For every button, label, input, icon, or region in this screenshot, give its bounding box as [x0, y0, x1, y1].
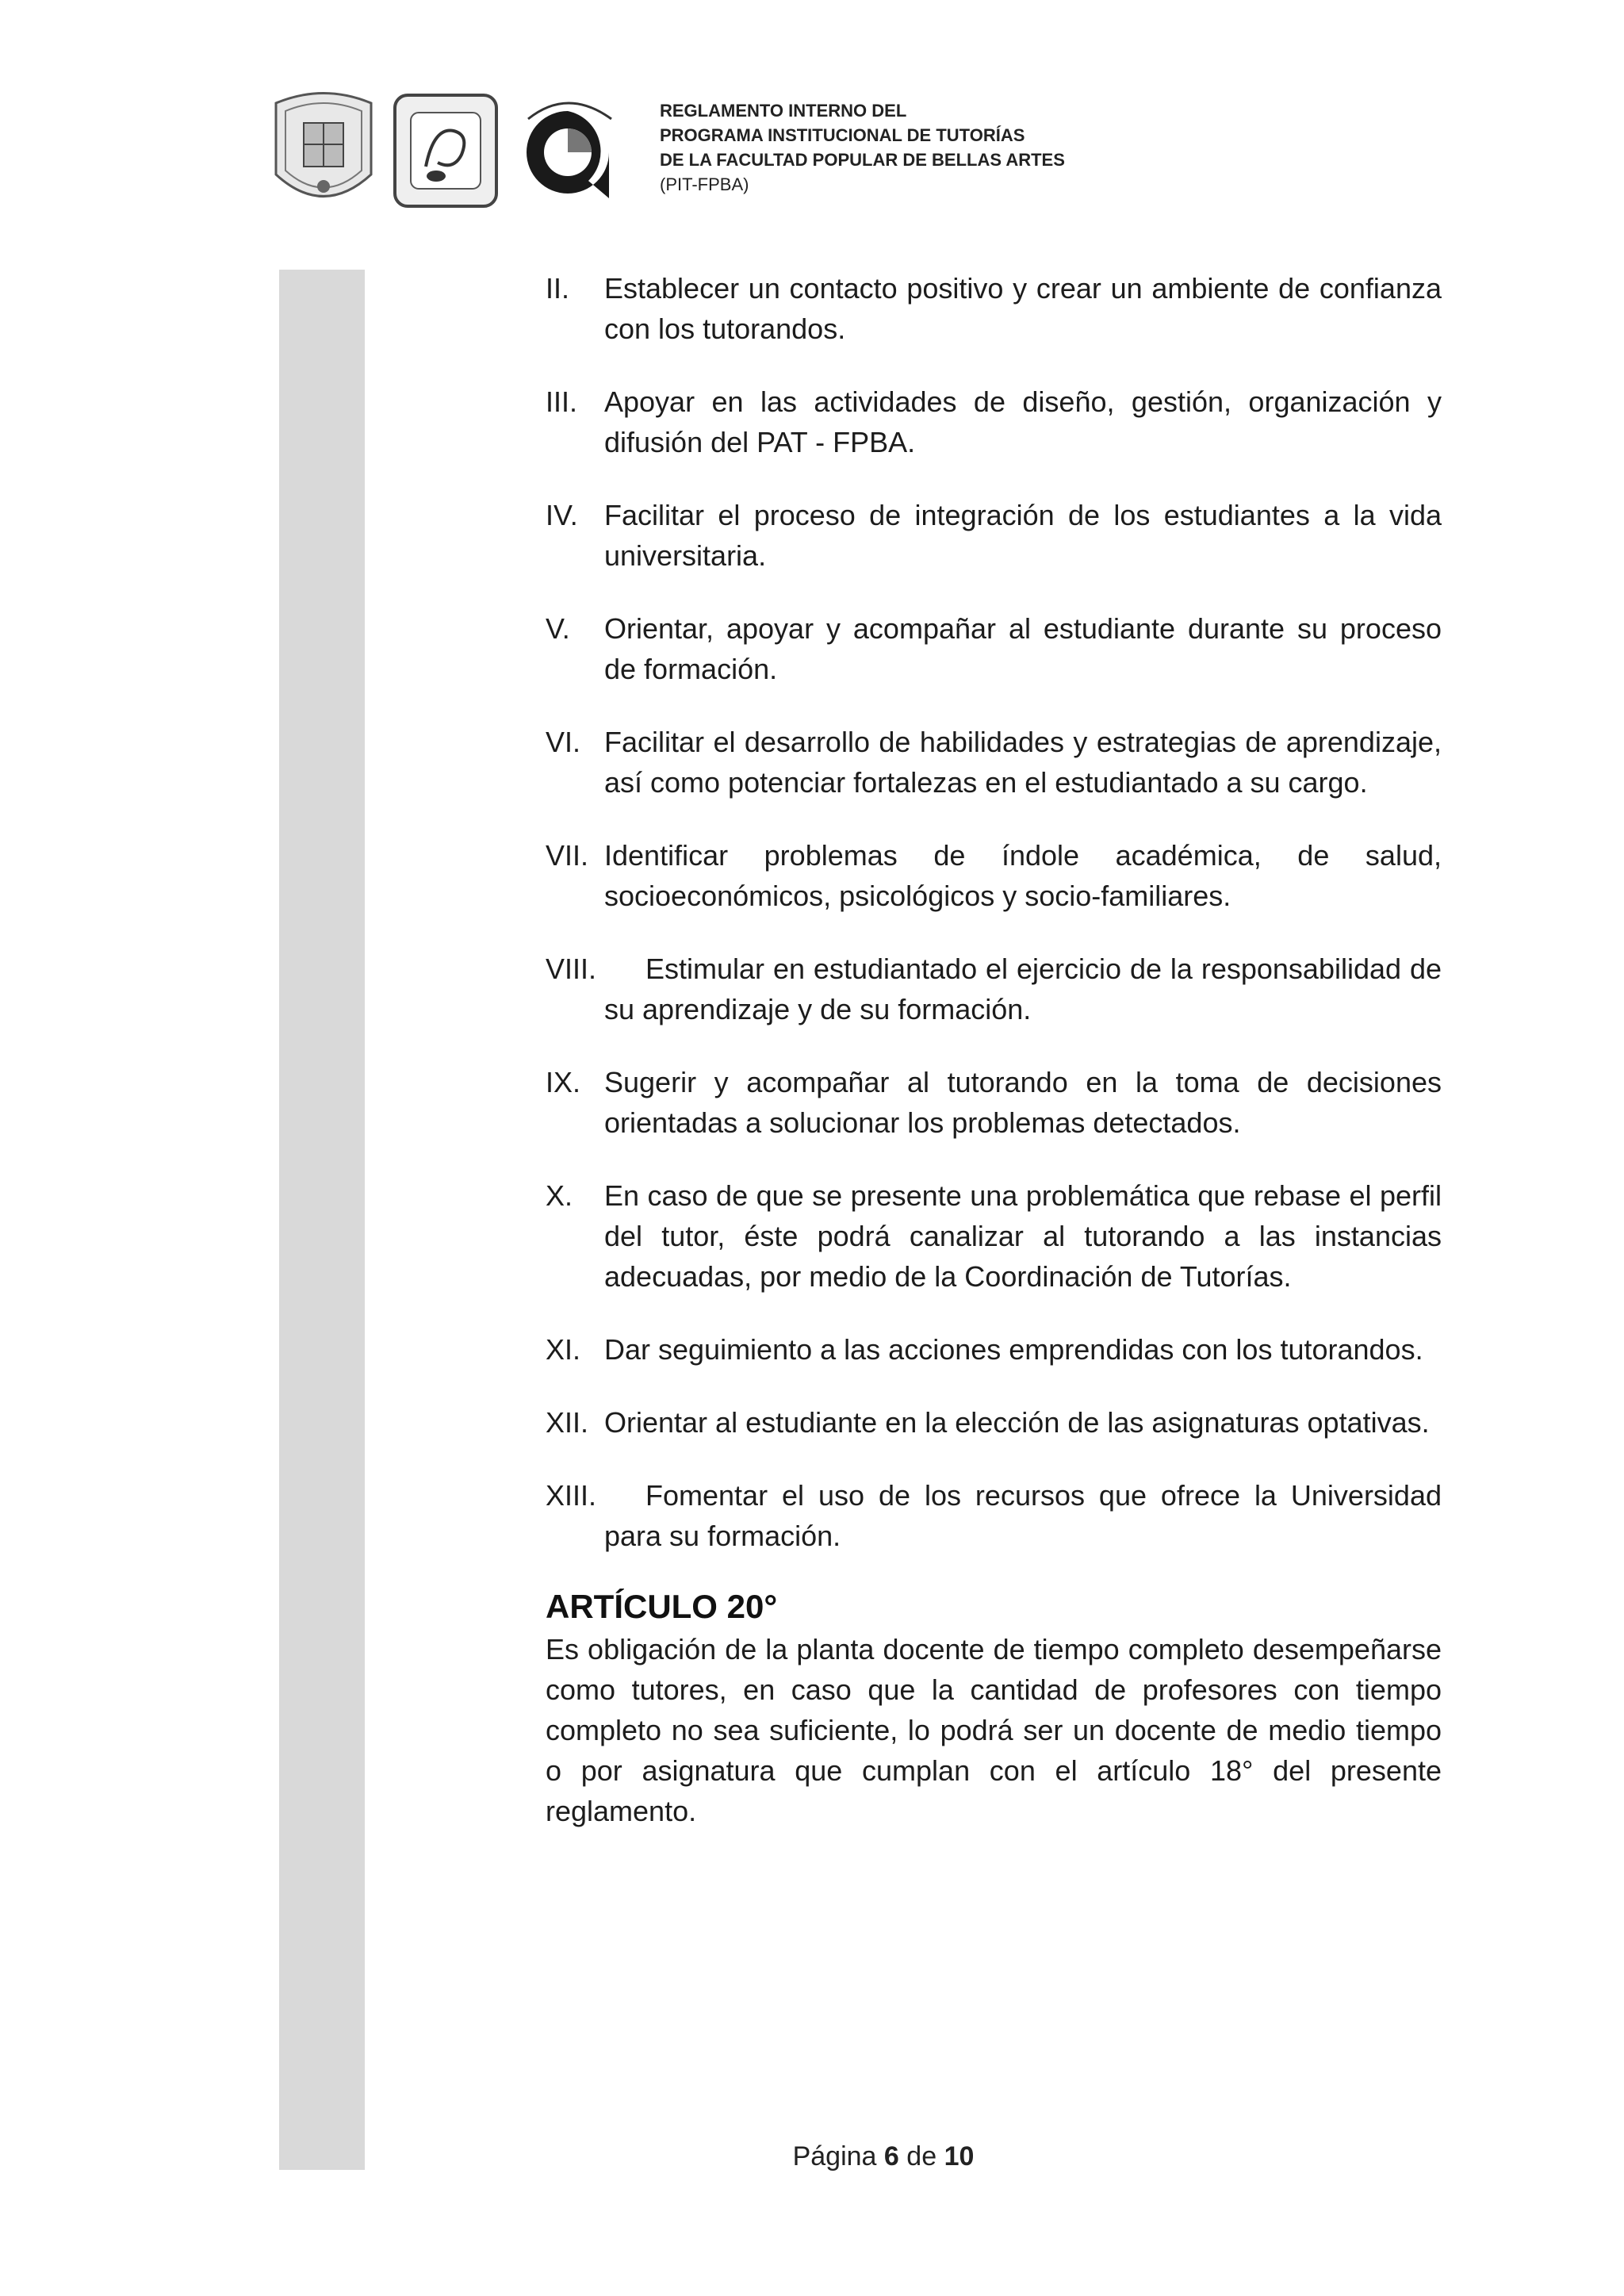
item-number: III. — [546, 385, 578, 418]
list-item — [546, 495, 1442, 576]
item-number: XII. — [546, 1406, 589, 1439]
list-item — [546, 722, 1442, 803]
list-item — [546, 1402, 1442, 1443]
page-header — [0, 0, 1624, 230]
current-page-number: 6 — [883, 2141, 899, 2171]
list-item — [546, 1062, 1442, 1143]
item-text: Sugerir y acompañar al tutorando en la toma de decisiones orientadas a solucionar los problemas detectados. — [604, 1066, 1442, 1139]
list-item — [546, 835, 1442, 916]
item-text: Orientar, apoyar y acompañar al estudiante durante su proceso de formación. — [604, 612, 1442, 685]
page-footer — [0, 2141, 1624, 2172]
header-line-4: (PIT-FPBA) — [660, 174, 749, 194]
item-number: XIII. — [546, 1479, 597, 1512]
facultad-popular-bellas-artes-logo — [390, 87, 501, 214]
item-number: VII. — [546, 839, 589, 872]
list-item — [546, 1475, 1442, 1556]
coordinacion-tutorias-fpba-logo — [512, 87, 623, 214]
item-number: IV. — [546, 499, 578, 531]
item-text: Facilitar el proceso de integración de los estudiantes a la vida universitaria. — [604, 499, 1442, 572]
list-item — [546, 608, 1442, 689]
item-text: Identificar problemas de índole académica, de salud, socioeconómicos, psicológicos y socio-familiares. — [604, 839, 1442, 912]
item-text: Apoyar en las actividades de diseño, gestión, organización y difusión del PAT - FPBA. — [604, 385, 1442, 458]
header-line-3: DE LA FACULTAD POPULAR DE BELLAS ARTES — [660, 150, 1065, 170]
header-title — [660, 98, 1065, 197]
item-number: X. — [546, 1179, 573, 1212]
list-item — [546, 949, 1442, 1029]
item-number: XI. — [546, 1333, 581, 1366]
item-number: VIII. — [546, 953, 597, 985]
page-of-label: de — [906, 2141, 937, 2171]
header-line-1: REGLAMENTO INTERNO DEL — [660, 101, 907, 121]
item-text: Orientar al estudiante en la elección de las asignaturas optativas. — [604, 1406, 1430, 1439]
list-item — [546, 1175, 1442, 1297]
item-text: Fomentar el uso de los recursos que ofrece la Universidad para su formación. — [604, 1479, 1442, 1552]
item-number: II. — [546, 272, 570, 305]
header-logos — [268, 87, 623, 214]
item-text: Estimular en estudiantado el ejercicio de la responsabilidad de su aprendizaje y de su formación. — [604, 953, 1442, 1025]
item-text: Establecer un contacto positivo y crear un ambiente de confianza con los tutorandos. — [604, 272, 1442, 345]
item-text: En caso de que se presente una problemática que rebase el perfil del tutor, éste podrá canalizar al tutorando a las instancias adecuadas, por medio de la Coordinación de Tutorías. — [604, 1179, 1442, 1293]
page-label: Página — [792, 2141, 877, 2171]
list-item — [546, 381, 1442, 462]
item-number: IX. — [546, 1066, 581, 1098]
article-paragraph: Es obligación de la planta docente de tiempo completo desempeñarse como tutores, en caso que la cantidad de profesores con tiempo completo no sea suficiente, lo podrá ser un docente de medio tiempo o por asignatura que cumplan con el artículo 18° del presente reglamento. — [546, 1633, 1442, 1827]
item-text: Dar seguimiento a las acciones emprendidas con los tutorandos. — [604, 1333, 1423, 1366]
university-seal-logo — [268, 87, 379, 214]
header-line-2: PROGRAMA INSTITUCIONAL DE TUTORÍAS — [660, 125, 1025, 145]
side-bar-decoration — [279, 270, 365, 2170]
item-text: Facilitar el desarrollo de habilidades y estrategias de aprendizaje, así como potenciar fortalezas en el estudiantado a su cargo. — [604, 726, 1442, 799]
item-number: V. — [546, 612, 570, 645]
document-body — [546, 268, 1442, 1831]
item-number: VI. — [546, 726, 581, 758]
article-heading: ARTÍCULO 20° — [546, 1588, 778, 1625]
total-pages-number: 10 — [944, 2141, 975, 2171]
list-item — [546, 268, 1442, 349]
list-item — [546, 1329, 1442, 1370]
